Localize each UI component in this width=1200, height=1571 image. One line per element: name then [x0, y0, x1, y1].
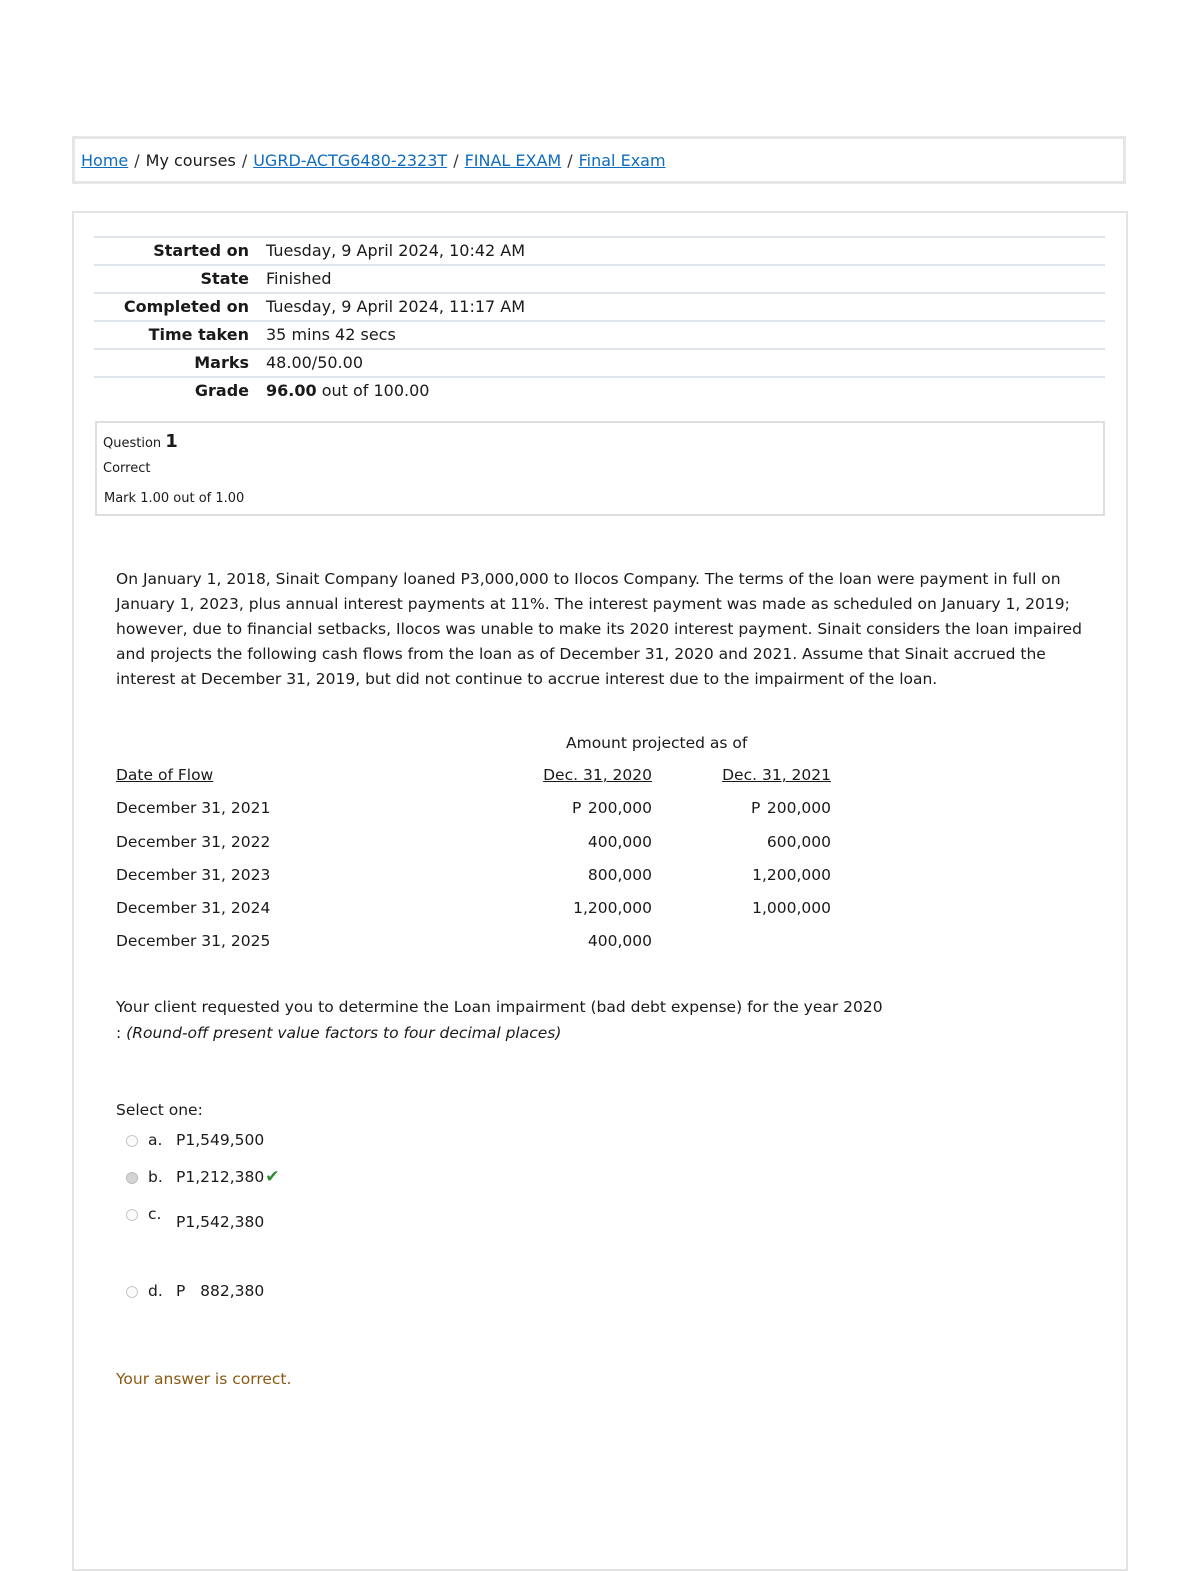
- summary-value: 35 mins 42 secs: [266, 325, 396, 344]
- answer-option-a[interactable]: [126, 1131, 264, 1149]
- answer-option-b[interactable]: [126, 1167, 279, 1187]
- summary-label: Time taken: [148, 325, 249, 344]
- summary-value: Finished: [266, 269, 332, 288]
- option-text: P1,212,380: [176, 1168, 265, 1186]
- table-header: Dec. 31, 2020: [543, 766, 652, 784]
- table-row: [116, 932, 836, 965]
- answer-option-c[interactable]: [126, 1205, 265, 1231]
- breadcrumb-course-link[interactable]: UGRD-ACTG6480-2323T: [253, 151, 448, 170]
- option-text: P1,542,380: [176, 1213, 265, 1231]
- option-letter: c.: [148, 1205, 162, 1223]
- summary-row-grade: [94, 378, 1105, 404]
- summary-row-marks: [94, 350, 1105, 378]
- request-text: Your client requested you to determine the Loan impairment (bad debt expense) for the year 2020: [116, 998, 883, 1016]
- question-label: Question: [103, 436, 162, 451]
- table-cell-amount: 600,000: [766, 833, 831, 851]
- question-mark: Mark 1.00 out of 1.00: [104, 491, 245, 506]
- grade-value: 96.00: [266, 381, 317, 400]
- radio-button[interactable]: [126, 1286, 138, 1298]
- table-cell-date: December 31, 2021: [116, 799, 271, 817]
- table-cell-amount: 1,200,000: [752, 866, 831, 884]
- option-letter: d.: [148, 1282, 163, 1300]
- radio-button[interactable]: [126, 1135, 138, 1147]
- answer-feedback: Your answer is correct.: [116, 1370, 292, 1388]
- table-caption: Amount projected as of: [566, 734, 748, 752]
- question-number: [103, 431, 178, 452]
- option-text: P1,549,500: [176, 1131, 265, 1149]
- table-cell-date: December 31, 2022: [116, 833, 271, 851]
- table-cell-date: December 31, 2025: [116, 932, 271, 950]
- table-cell-amount: 1,200,000: [573, 899, 652, 917]
- grade-suffix: out of 100.00: [321, 381, 430, 400]
- table-header: Dec. 31, 2021: [722, 766, 831, 784]
- option-letter: a.: [148, 1131, 163, 1149]
- summary-label: State: [200, 269, 249, 288]
- table-cell-amount: 1,000,000: [752, 899, 831, 917]
- summary-label: Completed on: [123, 297, 249, 316]
- breadcrumb-separator: /: [241, 151, 248, 170]
- breadcrumb-quiz-link[interactable]: Final Exam: [578, 151, 666, 170]
- breadcrumb-home-link[interactable]: Home: [81, 151, 129, 170]
- correct-check-icon: ✔: [265, 1167, 280, 1187]
- table-cell-amount: 200,000: [587, 799, 652, 817]
- question-number-value: 1: [165, 431, 178, 452]
- table-cell-currency: P: [572, 799, 582, 817]
- summary-value: [266, 378, 429, 404]
- table-row: [116, 866, 836, 899]
- table-row: [116, 799, 836, 833]
- summary-value: 48.00/50.00: [266, 353, 363, 372]
- option-text: P 882,380: [176, 1282, 265, 1300]
- table-cell-amount: 400,000: [587, 833, 652, 851]
- breadcrumb-section-link[interactable]: FINAL EXAM: [464, 151, 562, 170]
- question-request: [116, 994, 883, 1046]
- summary-value: Tuesday, 9 April 2024, 11:17 AM: [266, 297, 526, 316]
- breadcrumb-container: [72, 136, 1126, 184]
- table-cell-amount: 800,000: [587, 866, 652, 884]
- table-cell-amount: 200,000: [766, 799, 831, 817]
- summary-label: Started on: [153, 241, 249, 260]
- summary-row-completed: [94, 294, 1105, 322]
- cash-flow-table: [116, 766, 836, 965]
- summary-row-time-taken: [94, 322, 1105, 350]
- summary-label: Marks: [194, 353, 249, 372]
- table-cell-currency: P: [751, 799, 761, 817]
- request-note: (Round-off present value factors to four decimal places): [126, 1024, 562, 1042]
- option-letter: b.: [148, 1168, 163, 1186]
- table-header: Date of Flow: [116, 766, 214, 784]
- summary-row-state: [94, 266, 1105, 294]
- select-one-label: Select one:: [116, 1101, 203, 1119]
- table-cell-date: December 31, 2024: [116, 899, 271, 917]
- table-header-row: [116, 766, 836, 799]
- question-text: On January 1, 2018, Sinait Company loaned P3,000,000 to Ilocos Company. The terms of the loan were payment in full on January 1, 2023, plus annual interest payments at 11%. The interest payment was made as scheduled on January 1, 2019; however, due to financial setbacks, Ilocos was unable to make its 2020 interest payment. Sinait considers the loan impaired and projects the following cash flows from the loan as of December 31, 2020 and 2021. Assume that Sinait accrued the interest at December 31, 2019, but did not continue to accrue interest due to the impairment of the loan.: [116, 570, 1082, 688]
- summary-value: Tuesday, 9 April 2024, 10:42 AM: [266, 241, 526, 260]
- table-row: [116, 899, 836, 932]
- breadcrumb-separator: /: [453, 151, 459, 170]
- table-cell-date: December 31, 2023: [116, 866, 271, 884]
- breadcrumb: [81, 151, 666, 170]
- question-state: Correct: [103, 461, 151, 476]
- question-info: [95, 421, 1105, 516]
- breadcrumb-my-courses: My courses: [145, 151, 236, 170]
- answer-option-d[interactable]: [126, 1282, 264, 1300]
- request-note-line: [116, 1020, 883, 1046]
- radio-button-selected[interactable]: [126, 1172, 138, 1184]
- table-cell-amount: 400,000: [587, 932, 652, 950]
- breadcrumb-separator: /: [134, 151, 140, 170]
- summary-row-started: [94, 238, 1105, 266]
- breadcrumb-separator: /: [567, 151, 573, 170]
- radio-button[interactable]: [126, 1209, 138, 1221]
- table-row: [116, 833, 836, 866]
- request-note-prefix: :: [116, 1024, 127, 1042]
- summary-label: Grade: [194, 381, 249, 400]
- attempt-summary-table: [94, 236, 1105, 404]
